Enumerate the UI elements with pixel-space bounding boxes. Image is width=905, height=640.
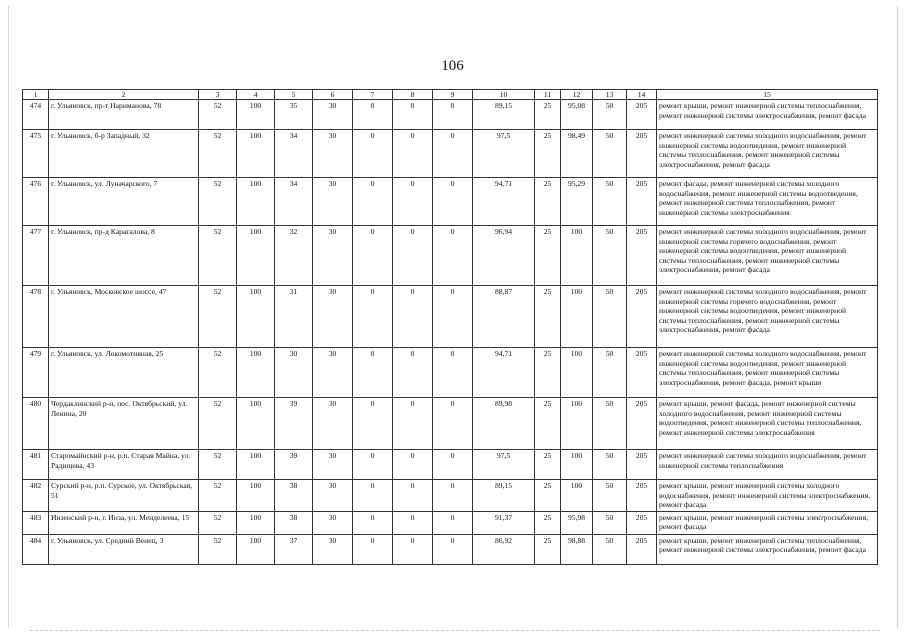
table-body xyxy=(23,100,878,564)
address-cell: Старомайнский р-н, р.п. Старая Майна, ул. Радищева, 43 xyxy=(49,450,199,480)
value-cell: 25 xyxy=(535,450,561,480)
value-cell: 50 xyxy=(593,450,627,480)
value-cell: 35 xyxy=(275,100,313,130)
work-list-cell: ремонт крыши, ремонт инженерной системы теплоснабжения, ремонт инженерной системы электроснабжения, ремонт фасада xyxy=(657,100,878,130)
row-number-cell: 482 xyxy=(23,480,49,511)
table-row xyxy=(23,534,878,564)
address-cell: г. Ульяновск, ул. Луначарского, 7 xyxy=(49,178,199,226)
value-cell: 52 xyxy=(199,348,237,398)
column-header-12: 12 xyxy=(561,90,593,100)
value-cell: 0 xyxy=(393,178,433,226)
value-cell: 97,5 xyxy=(473,450,535,480)
value-cell: 205 xyxy=(627,348,657,398)
value-cell: 0 xyxy=(393,286,433,348)
value-cell: 52 xyxy=(199,130,237,178)
value-cell: 0 xyxy=(393,348,433,398)
value-cell: 0 xyxy=(433,534,473,564)
value-cell: 52 xyxy=(199,286,237,348)
value-cell: 100 xyxy=(237,286,275,348)
work-list-cell: ремонт крыши, ремонт инженерной системы холодного водоснабжения, ремонт инженерной системы электроснабжения, ремонт фасада xyxy=(657,480,878,511)
value-cell: 25 xyxy=(535,348,561,398)
value-cell: 30 xyxy=(313,226,353,286)
value-cell: 100 xyxy=(561,348,593,398)
value-cell: 0 xyxy=(353,178,393,226)
value-cell: 52 xyxy=(199,450,237,480)
row-number-cell: 474 xyxy=(23,100,49,130)
value-cell: 100 xyxy=(561,226,593,286)
value-cell: 50 xyxy=(593,398,627,450)
column-header-3: 3 xyxy=(199,90,237,100)
address-cell: Инзенский р-н, г. Инза, ул. Менделеева, 15 xyxy=(49,511,199,534)
value-cell: 95,08 xyxy=(561,100,593,130)
value-cell: 25 xyxy=(535,480,561,511)
row-number-cell: 477 xyxy=(23,226,49,286)
value-cell: 0 xyxy=(433,450,473,480)
column-header-5: 5 xyxy=(275,90,313,100)
value-cell: 0 xyxy=(433,178,473,226)
value-cell: 50 xyxy=(593,178,627,226)
value-cell: 205 xyxy=(627,226,657,286)
value-cell: 100 xyxy=(561,286,593,348)
value-cell: 30 xyxy=(313,511,353,534)
value-cell: 0 xyxy=(353,534,393,564)
value-cell: 0 xyxy=(433,348,473,398)
column-header-4: 4 xyxy=(237,90,275,100)
row-number-cell: 484 xyxy=(23,534,49,564)
work-list-cell: ремонт инженерной системы холодного водоснабжения, ремонт инженерной системы водоотведения, ремонт инженерной системы теплоснабжения, ремонт инженерной системы электроснабжения, ремонт фасада xyxy=(657,130,878,178)
work-list-cell: ремонт инженерной системы холодного водоснабжения, ремонт инженерной системы водоотведения, ремонт инженерной системы теплоснабжения, ремонт инженерной системы электроснабжения, ремонт фасада, ремонт крыши xyxy=(657,348,878,398)
value-cell: 100 xyxy=(561,450,593,480)
column-header-11: 11 xyxy=(535,90,561,100)
column-header-9: 9 xyxy=(433,90,473,100)
value-cell: 30 xyxy=(313,286,353,348)
value-cell: 0 xyxy=(353,100,393,130)
address-cell: г. Ульяновск, Московское шоссе, 47 xyxy=(49,286,199,348)
table-row xyxy=(23,480,878,511)
value-cell: 94,71 xyxy=(473,178,535,226)
value-cell: 0 xyxy=(433,398,473,450)
value-cell: 30 xyxy=(313,534,353,564)
value-cell: 52 xyxy=(199,398,237,450)
register-table xyxy=(22,89,878,565)
value-cell: 25 xyxy=(535,178,561,226)
row-number-cell: 478 xyxy=(23,286,49,348)
value-cell: 95,29 xyxy=(561,178,593,226)
value-cell: 32 xyxy=(275,226,313,286)
value-cell: 205 xyxy=(627,178,657,226)
value-cell: 0 xyxy=(353,130,393,178)
value-cell: 25 xyxy=(535,286,561,348)
address-cell: г. Ульяновск, ул. Средний Венец, 3 xyxy=(49,534,199,564)
value-cell: 0 xyxy=(433,226,473,286)
column-header-6: 6 xyxy=(313,90,353,100)
column-header-15: 15 xyxy=(657,90,878,100)
column-header-10: 10 xyxy=(473,90,535,100)
value-cell: 52 xyxy=(199,226,237,286)
value-cell: 39 xyxy=(275,450,313,480)
work-list-cell: ремонт крыши, ремонт инженерной системы теплоснабжения, ремонт инженерной системы электроснабжения, ремонт фасада xyxy=(657,534,878,564)
page-number: 106 xyxy=(441,58,464,74)
value-cell: 30 xyxy=(313,100,353,130)
value-cell: 50 xyxy=(593,348,627,398)
address-cell: Чердаклинский р-н, пос. Октябрьский, ул. Ленина, 20 xyxy=(49,398,199,450)
value-cell: 0 xyxy=(353,450,393,480)
address-cell: г. Ульяновск, пр-д Карагалова, 8 xyxy=(49,226,199,286)
column-header-1: 1 xyxy=(23,90,49,100)
value-cell: 96,94 xyxy=(473,226,535,286)
value-cell: 0 xyxy=(433,100,473,130)
value-cell: 98,49 xyxy=(561,130,593,178)
value-cell: 100 xyxy=(237,450,275,480)
value-cell: 52 xyxy=(199,100,237,130)
value-cell: 25 xyxy=(535,398,561,450)
value-cell: 0 xyxy=(353,511,393,534)
value-cell: 50 xyxy=(593,100,627,130)
address-cell: г. Ульяновск, б-р Западный, 32 xyxy=(49,130,199,178)
value-cell: 100 xyxy=(237,534,275,564)
column-header-13: 13 xyxy=(593,90,627,100)
value-cell: 205 xyxy=(627,286,657,348)
value-cell: 0 xyxy=(433,480,473,511)
value-cell: 100 xyxy=(237,130,275,178)
value-cell: 34 xyxy=(275,178,313,226)
value-cell: 205 xyxy=(627,100,657,130)
value-cell: 0 xyxy=(393,226,433,286)
value-cell: 52 xyxy=(199,178,237,226)
value-cell: 205 xyxy=(627,130,657,178)
value-cell: 205 xyxy=(627,398,657,450)
row-number-cell: 481 xyxy=(23,450,49,480)
value-cell: 0 xyxy=(353,286,393,348)
value-cell: 0 xyxy=(353,226,393,286)
address-cell: Сурский р-н, р.п. Сурское, ул. Октябрьская, 51 xyxy=(49,480,199,511)
row-number-cell: 480 xyxy=(23,398,49,450)
value-cell: 94,71 xyxy=(473,348,535,398)
value-cell: 0 xyxy=(433,511,473,534)
value-cell: 97,5 xyxy=(473,130,535,178)
value-cell: 0 xyxy=(393,511,433,534)
value-cell: 38 xyxy=(275,480,313,511)
value-cell: 88,87 xyxy=(473,286,535,348)
value-cell: 89,98 xyxy=(473,398,535,450)
value-cell: 0 xyxy=(393,398,433,450)
value-cell: 0 xyxy=(433,286,473,348)
table-row xyxy=(23,398,878,450)
value-cell: 89,15 xyxy=(473,100,535,130)
value-cell: 30 xyxy=(275,348,313,398)
value-cell: 205 xyxy=(627,480,657,511)
value-cell: 0 xyxy=(353,480,393,511)
work-list-cell: ремонт крыши, ремонт инженерной системы электроснабжения, ремонт фасада xyxy=(657,511,878,534)
table-row xyxy=(23,178,878,226)
value-cell: 38 xyxy=(275,511,313,534)
column-header-8: 8 xyxy=(393,90,433,100)
value-cell: 30 xyxy=(313,130,353,178)
table-row xyxy=(23,286,878,348)
value-cell: 0 xyxy=(393,480,433,511)
value-cell: 100 xyxy=(561,398,593,450)
table-row xyxy=(23,348,878,398)
value-cell: 50 xyxy=(593,130,627,178)
value-cell: 98,88 xyxy=(561,534,593,564)
value-cell: 30 xyxy=(313,480,353,511)
table-row xyxy=(23,511,878,534)
address-cell: г. Ульяновск, ул. Локомотивная, 25 xyxy=(49,348,199,398)
value-cell: 100 xyxy=(237,226,275,286)
value-cell: 52 xyxy=(199,534,237,564)
value-cell: 30 xyxy=(313,178,353,226)
table-row xyxy=(23,226,878,286)
value-cell: 25 xyxy=(535,226,561,286)
value-cell: 0 xyxy=(393,130,433,178)
table-row xyxy=(23,100,878,130)
value-cell: 205 xyxy=(627,511,657,534)
scan-edge xyxy=(30,630,880,633)
value-cell: 34 xyxy=(275,130,313,178)
value-cell: 100 xyxy=(237,100,275,130)
value-cell: 39 xyxy=(275,398,313,450)
value-cell: 25 xyxy=(535,511,561,534)
value-cell: 52 xyxy=(199,480,237,511)
table-row xyxy=(23,130,878,178)
value-cell: 205 xyxy=(627,534,657,564)
value-cell: 91,37 xyxy=(473,511,535,534)
column-header-2: 2 xyxy=(49,90,199,100)
value-cell: 25 xyxy=(535,130,561,178)
value-cell: 37 xyxy=(275,534,313,564)
value-cell: 0 xyxy=(353,398,393,450)
row-number-cell: 483 xyxy=(23,511,49,534)
row-number-cell: 476 xyxy=(23,178,49,226)
value-cell: 50 xyxy=(593,480,627,511)
value-cell: 100 xyxy=(237,511,275,534)
value-cell: 50 xyxy=(593,511,627,534)
value-cell: 50 xyxy=(593,226,627,286)
value-cell: 25 xyxy=(535,100,561,130)
value-cell: 30 xyxy=(313,450,353,480)
value-cell: 89,15 xyxy=(473,480,535,511)
value-cell: 52 xyxy=(199,511,237,534)
work-list-cell: ремонт крыши, ремонт фасада, ремонт инженерной системы холодного водоснабжения, ремонт инженерной системы водоотведения, ремонт инженерной системы теплоснабжения, ремонт инженерной системы электроснабжения xyxy=(657,398,878,450)
work-list-cell: ремонт инженерной системы холодного водоснабжения, ремонт инженерной системы горячего водоснабжения, ремонт инженерной системы водоотведения, ремонт инженерной системы теплоснабжения, ремонт инженерной системы электроснабжения, ремонт фасада xyxy=(657,226,878,286)
value-cell: 95,98 xyxy=(561,511,593,534)
value-cell: 205 xyxy=(627,450,657,480)
work-list-cell: ремонт инженерной системы холодного водоснабжения, ремонт инженерной системы теплоснабжения xyxy=(657,450,878,480)
value-cell: 25 xyxy=(535,534,561,564)
value-cell: 0 xyxy=(393,100,433,130)
value-cell: 0 xyxy=(393,450,433,480)
value-cell: 30 xyxy=(313,398,353,450)
column-header-14: 14 xyxy=(627,90,657,100)
value-cell: 100 xyxy=(237,348,275,398)
work-list-cell: ремонт инженерной системы холодного водоснабжения, ремонт инженерной системы горячего водоснабжения, ремонт инженерной системы водоотведения, ремонт инженерной системы теплоснабжения, ремонт инженерной системы электроснабжения, ремонт фасада xyxy=(657,286,878,348)
value-cell: 0 xyxy=(353,348,393,398)
value-cell: 31 xyxy=(275,286,313,348)
row-number-cell: 475 xyxy=(23,130,49,178)
address-cell: г. Ульяновск, пр-т Нариманова, 78 xyxy=(49,100,199,130)
value-cell: 30 xyxy=(313,348,353,398)
value-cell: 100 xyxy=(237,398,275,450)
row-number-cell: 479 xyxy=(23,348,49,398)
header-row xyxy=(23,90,878,100)
value-cell: 0 xyxy=(393,534,433,564)
value-cell: 0 xyxy=(433,130,473,178)
value-cell: 50 xyxy=(593,286,627,348)
work-list-cell: ремонт фасада, ремонт инженерной системы холодного водоснабжения, ремонт инженерной системы водоотведения, ремонт инженерной системы теплоснабжения, ремонт инженерной системы электроснабжения xyxy=(657,178,878,226)
value-cell: 100 xyxy=(561,480,593,511)
value-cell: 100 xyxy=(237,178,275,226)
value-cell: 86,92 xyxy=(473,534,535,564)
value-cell: 50 xyxy=(593,534,627,564)
value-cell: 100 xyxy=(237,480,275,511)
column-header-7: 7 xyxy=(353,90,393,100)
table-row xyxy=(23,450,878,480)
